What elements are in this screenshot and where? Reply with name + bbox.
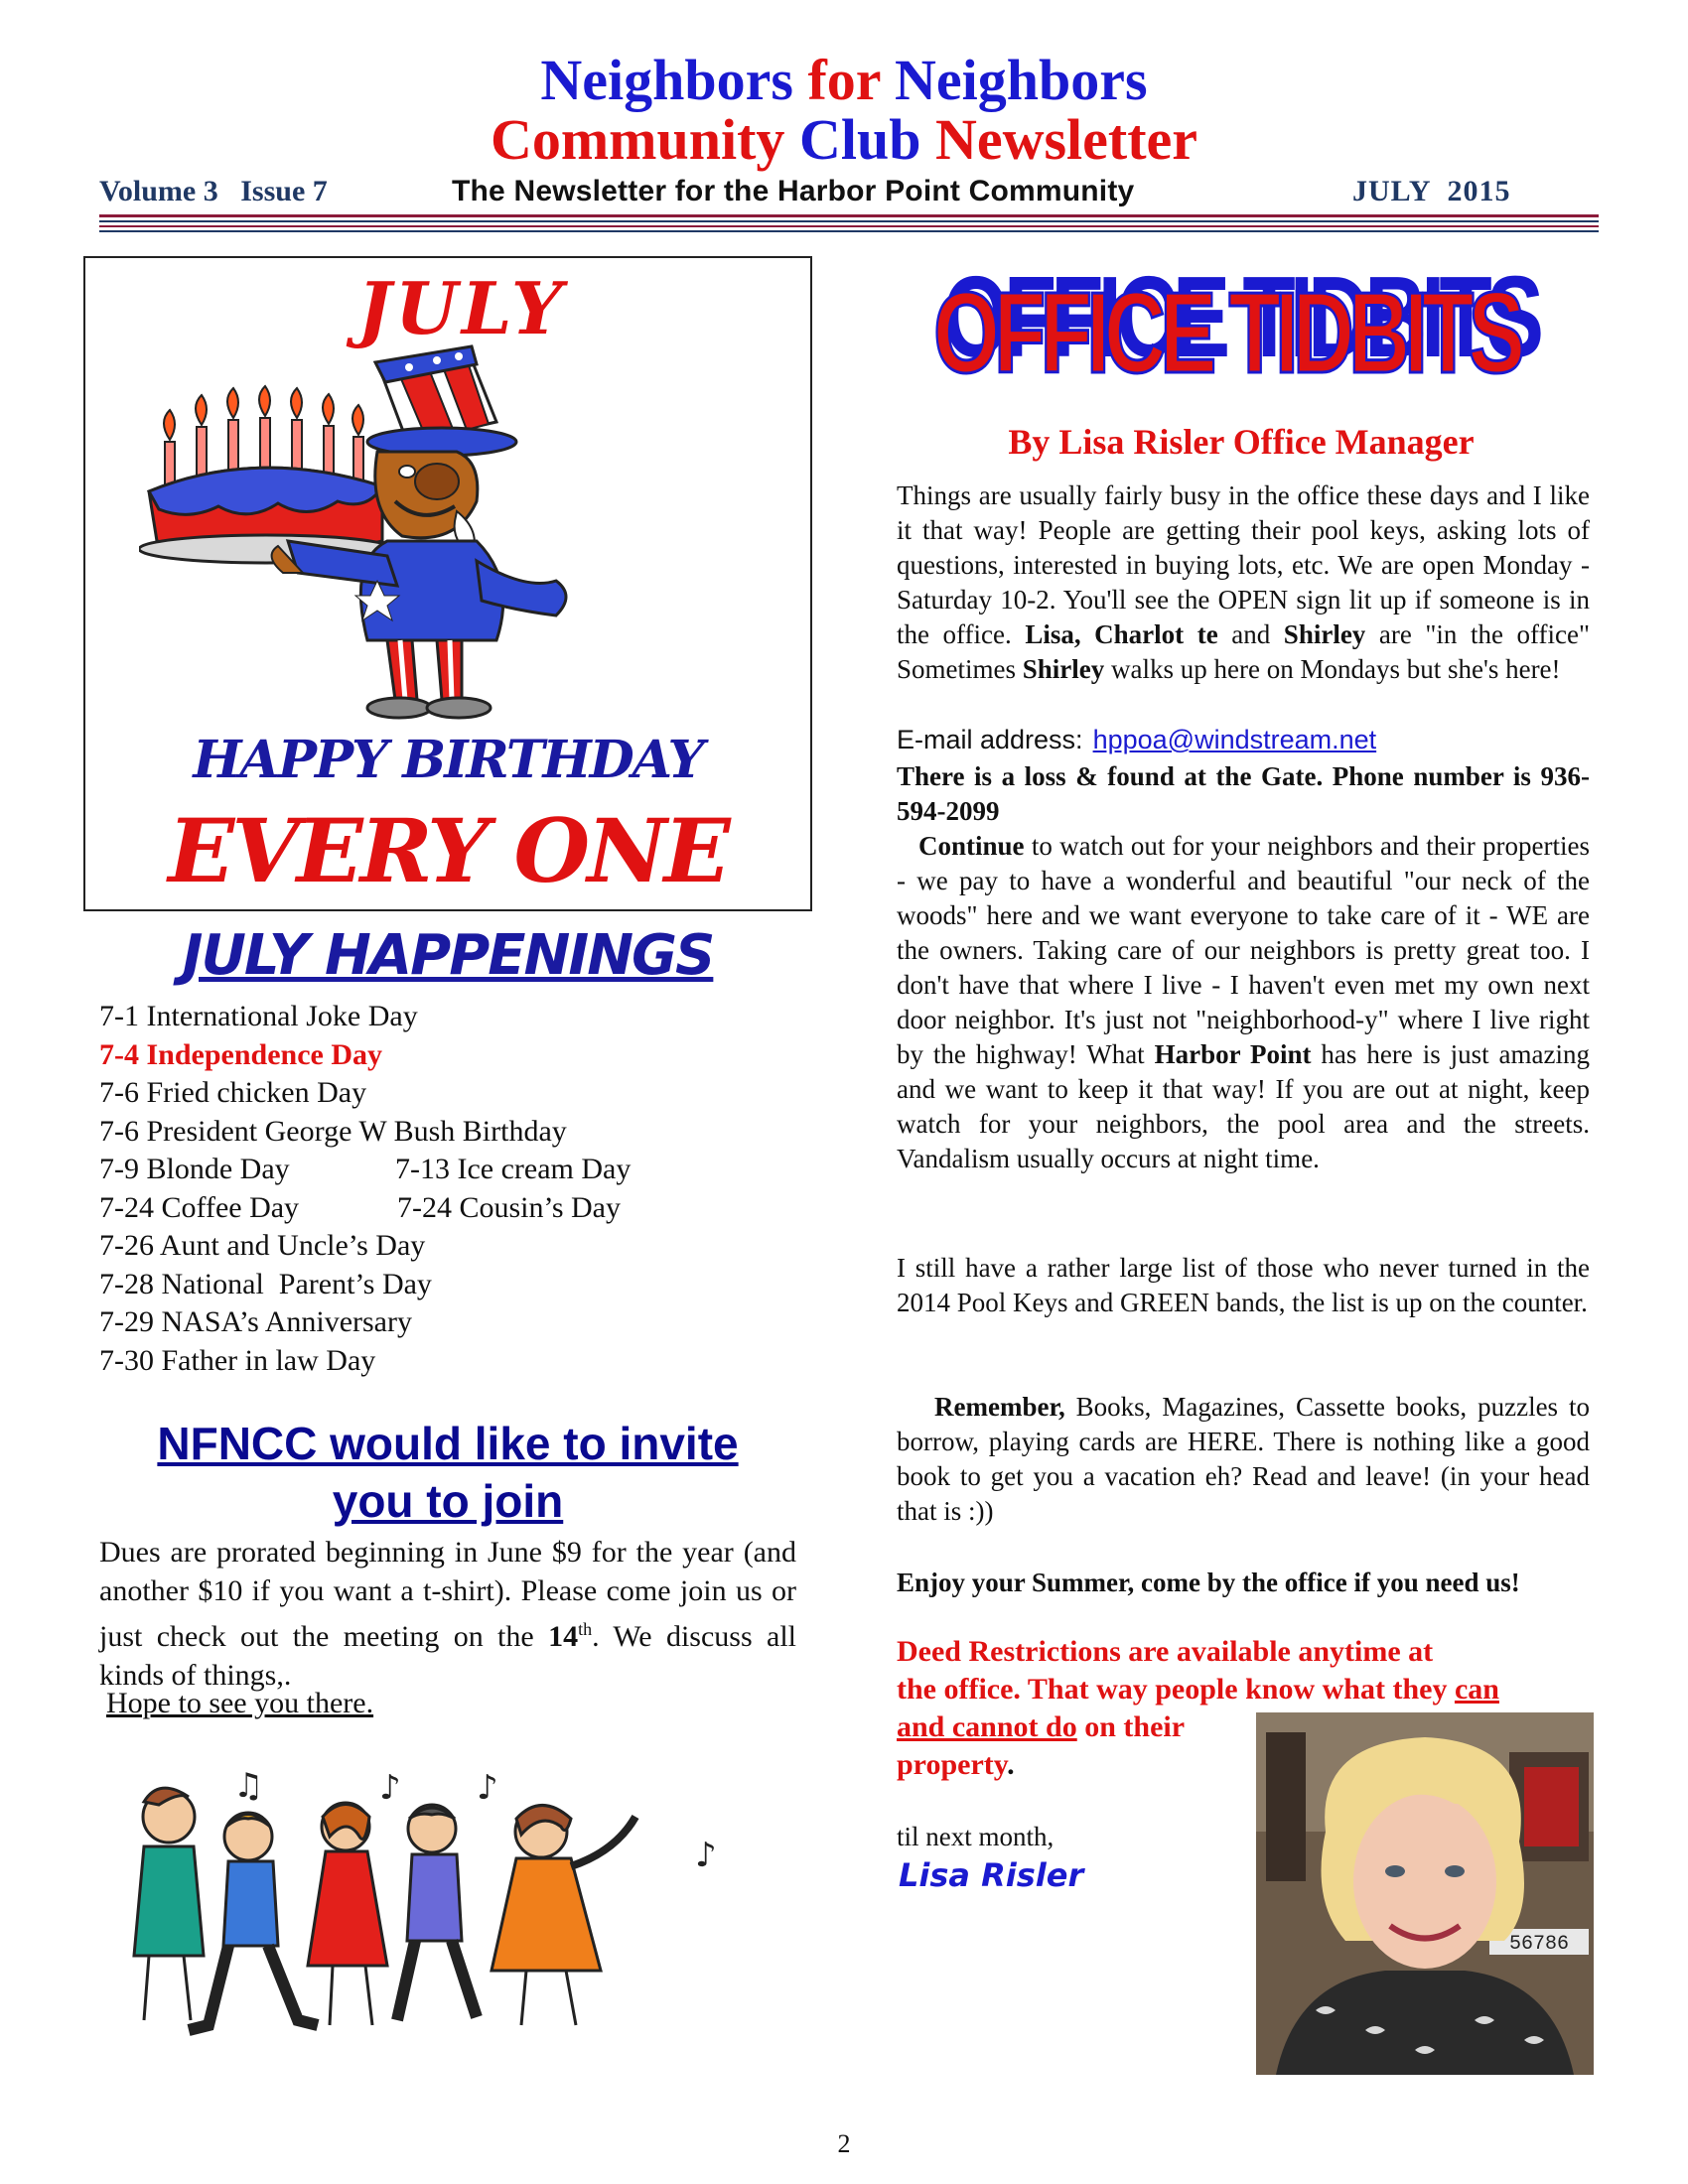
event-item: 7-6 President George W Bush Birthday: [99, 1114, 567, 1148]
tagline: The Newsletter for the Harbor Point Community: [452, 175, 1135, 207]
signature: Lisa Risler: [899, 1856, 1084, 1894]
uncle-sam-body: [272, 541, 566, 718]
events-list: [99, 998, 794, 1380]
happenings-heading: JULY HAPPENINGS: [182, 923, 714, 988]
masthead-subtitle: [0, 107, 1688, 173]
banner-text: OFFICE TIDBITS: [933, 268, 1522, 397]
header-rule: [99, 230, 1599, 232]
event-item: 7-29 NASA’s Anniversary: [99, 1305, 412, 1338]
month-heading: JULY: [357, 266, 567, 350]
dancer: [492, 1806, 635, 2026]
enjoy-summer: Enjoy your Summer, come by the office if you need us!: [897, 1568, 1520, 1597]
lost-and-found: There is a loss & found at the Gate. Phone number is 936-594-2099: [897, 761, 1590, 826]
email-row: E-mail address: hppoa@windstream.net: [897, 725, 1377, 754]
everyone-text: EVERY ONE: [168, 799, 728, 902]
issue-date: JULY 2015: [1352, 175, 1511, 207]
banner-shadow: OFFICE TIDBITS: [942, 252, 1541, 381]
dancer: [134, 1788, 204, 2020]
office-manager-photo: [1256, 1712, 1594, 2075]
happy-birthday-text: HAPPY BIRTHDAY: [193, 730, 703, 790]
hope-text: Hope to see you there.: [106, 1687, 374, 1719]
title-word: for: [807, 48, 881, 112]
svg-text:♪: ♪: [477, 1768, 498, 1808]
event-item: 7-26 Aunt and Uncle’s Day: [99, 1229, 426, 1262]
title-word: Neighbors: [880, 48, 1148, 112]
dancer: [308, 1803, 387, 2025]
dues-paragraph: Dues are prorated beginning in June $9 for the year (and another $10 if you want a t-shirt). Please come join us or just check out the meeting on the 14th. We discuss all kinds of things,.: [99, 1536, 796, 1692]
page-number: 2: [837, 2129, 851, 2158]
cake: [139, 468, 393, 563]
volume-issue: Volume 3 Issue 7: [99, 175, 328, 207]
event-item: 7-6 Fried chicken Day: [99, 1076, 367, 1109]
header-rule: [99, 220, 1599, 222]
event-item: 7-30 Father in law Day: [99, 1343, 376, 1377]
deed-restrictions: Deed Restrictions are available anytime at the office. That way people know what they can and cannot do on their property.: [897, 1635, 1499, 1781]
subtitle-word: Club: [798, 107, 921, 172]
title-word: Neighbors: [540, 48, 808, 112]
svg-text:♫: ♫: [233, 1766, 264, 1806]
uncle-sam-hat: [367, 346, 516, 456]
svg-text:♪: ♪: [379, 1768, 401, 1808]
masthead-title: [0, 48, 1688, 113]
event-item-highlight: 7-4 Independence Day: [99, 1037, 383, 1071]
office-paragraph-4: Remember, Books, Magazines, Cassette books, puzzles to borrow, playing cards are HERE. There is nothing like a good book to get you a vacation eh? Read and leave! (in your head that is :)): [897, 1392, 1590, 1526]
svg-text:♪: ♪: [695, 1836, 717, 1875]
office-tidbits-banner: [884, 243, 1569, 412]
header-rule: [99, 225, 1599, 227]
event-item: 7-24 Coffee Day 7-24 Cousin’s Day: [99, 1189, 794, 1228]
event-item: 7-1 International Joke Day: [99, 1000, 418, 1032]
music-notes: [233, 1766, 717, 1875]
dancer: [189, 1813, 318, 2030]
event-item: 7-9 Blonde Day 7-13 Ice cream Day: [99, 1151, 794, 1189]
subtitle-word: Newsletter: [920, 107, 1198, 172]
office-paragraph-2: Continue to watch out for your neighbors and their properties - we pay to have a wonderful and beautiful "our neck of the woods" here and we want everyone to take care of it - WE are the owners. Taking care of our neighbors is pretty great too. I don't have that where I live - I haven't even met my own next door neighbor. It's just not "neighborhood-y" where I live right by the highway! What Harbor Point has here is just amazing and we want to keep it that way! If you are out at night, keep watch for your neighbors, the pool area and the streets. Vandalism usually occurs at night time.: [897, 831, 1590, 1173]
office-paragraph-3: I still have a rather large list of those who never turned in the 2014 Pool Keys and GREEN bands, the list is up on the counter.: [897, 1253, 1590, 1317]
email-link[interactable]: hppoa@windstream.net: [1092, 725, 1377, 754]
dancer: [397, 1805, 477, 2020]
header-rule: [99, 214, 1599, 217]
office-paragraph-1: Things are usually fairly busy in the office these days and I like it that way! People are getting their pool keys, asking lots of questions, interested in buying lots, etc. We are open Monday - Saturday 10-2. You'll see the OPEN sign lit up if someone is in the office. Lisa, Charlot te and Shirley are "in the office" Sometimes Shirley walks up here on Mondays but she's here!: [897, 480, 1591, 684]
subtitle-word: Community: [490, 107, 799, 172]
event-item: 7-28 National Parent’s Day: [99, 1267, 432, 1300]
dancing-people-illustration: [99, 1757, 735, 2055]
byline: By Lisa Risler Office Manager: [1008, 422, 1475, 462]
uncle-sam-cake-illustration: [139, 342, 774, 720]
event-item-second: 7-13 Ice cream Day: [395, 1153, 632, 1185]
invite-heading: NFNCC would like to invite you to join: [157, 1418, 739, 1527]
event-item-second: 7-24 Cousin’s Day: [397, 1190, 621, 1224]
closing: til next month,: [897, 1822, 1055, 1851]
counter-digits: 56786: [1508, 1933, 1570, 1956]
